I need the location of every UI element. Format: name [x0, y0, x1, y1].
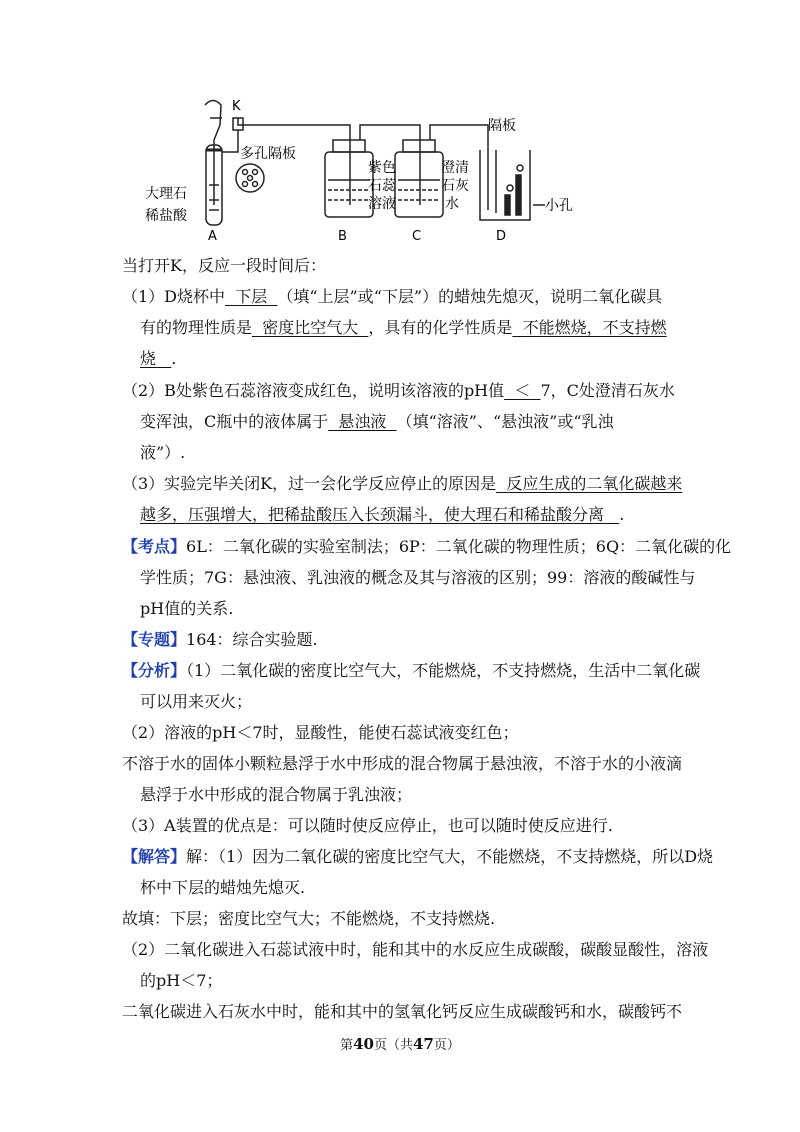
q2-answer-ph: ＜ [514, 381, 531, 400]
litmus-label-2: 石蕊 [368, 178, 396, 194]
limewater-label-2: 石灰 [441, 178, 469, 194]
apparatus-figure [0, 0, 800, 250]
fenxi-line-6: （3）A装置的优点是：可以随时使反应停止，也可以随时使反应进行. [122, 816, 613, 835]
jieda-tag: 【解答】 [122, 847, 187, 866]
q2-line-2: 变浑浊，C瓶中的液体属于 悬浊液 （填“溶液”、“悬浊液”或“乳浊 [140, 412, 614, 431]
jieda-line-2: 杯中下层的蜡烛先熄灭. [140, 878, 306, 897]
q1-line-2: 有的物理性质是 密度比空气大 ，具有的化学性质是 不能燃烧，不支持燃 [140, 318, 667, 337]
q3-answer: 反应生成的二氧化碳越来 [506, 474, 683, 493]
small-hole-label: 小孔 [545, 198, 573, 214]
kaodian-tag: 【考点】 [122, 537, 187, 556]
apparatus-label-b: B [338, 229, 347, 244]
q1-line-3: 烧 . [140, 349, 177, 368]
partition-label: 隔板 [488, 118, 516, 134]
zhuanti-line: 【专题】164：综合实验题. [122, 630, 318, 649]
q1-prefix: （1）D烧杯中 [122, 287, 226, 306]
marble-label: 大理石 [145, 186, 187, 202]
q1-answer-physical: 密度比空气大 [262, 318, 359, 337]
q1-suffix: （填“上层”或“下层”）的蜡烛先熄灭，说明二氧化碳具 [277, 287, 663, 306]
acid-label: 稀盐酸 [145, 208, 187, 224]
litmus-label-3: 溶液 [368, 196, 396, 212]
jieda-line-4: （2）二氧化碳进入石蕊试液中时，能和其中的水反应生成碳酸，碳酸显酸性，溶液 [122, 940, 709, 959]
q3-line-2: 越多，压强增大，把稀盐酸压入长颈漏斗，使大理石和稀盐酸分离 . [140, 505, 625, 524]
apparatus-label-c: C [412, 229, 422, 244]
jieda-line-3: 故填：下层；密度比空气大；不能燃烧，不支持燃烧. [122, 909, 496, 928]
limewater-label-1: 澄清 [441, 160, 469, 176]
jieda-line-1: 【解答】解：（1）因为二氧化碳的密度比空气大，不能燃烧，不支持燃烧，所以D烧 [122, 847, 714, 866]
zhuanti-tag: 【专题】 [122, 630, 187, 649]
q2-line-3: 液”）. [140, 443, 186, 462]
k-label: K [232, 99, 241, 114]
fenxi-line-2: 可以用来灭火； [140, 692, 253, 711]
kaodian-line-1: 【考点】6L：二氧化碳的实验室制法；6P：二氧化碳的物理性质；6Q：二氧化碳的化 [122, 537, 732, 556]
limewater-label-3: 水 [445, 196, 459, 212]
q1-answer-chemical: 不能燃烧，不支持燃 [522, 318, 667, 337]
q1-answer-layer: 下层 [235, 287, 268, 306]
q1-line-1 [122, 286, 662, 308]
page-footer: 第40页（共47页） [340, 1035, 460, 1053]
fenxi-line-5: 悬浮于水中形成的混合物属于乳浊液； [140, 785, 413, 804]
fenxi-line-1: 【分析】（1）二氧化碳的密度比空气大，不能燃烧，不支持燃烧，生活中二氧化碳 [122, 661, 701, 680]
kaodian-line-3: pH值的关系. [140, 599, 234, 618]
page-number: 40 [353, 1035, 374, 1053]
fenxi-line-4: 不溶于水的固体小颗粒悬浮于水中形成的混合物属于悬浊液，不溶于水的小液滴 [122, 754, 683, 773]
jieda-line-5: 的pH＜7； [140, 971, 223, 990]
kaodian-line-2: 学性质；7G：悬浊液、乳浊液的概念及其与溶液的区别；99：溶液的酸碱性与 [140, 568, 696, 587]
fenxi-line-3: （2）溶液的pH＜7时，显酸性，能使石蕊试液变红色； [122, 723, 519, 742]
q3-line-1: （3）实验完毕关闭K，过一会化学反应停止的原因是 反应生成的二氧化碳越来 [122, 474, 683, 493]
porous-plate-label: 多孔隔板 [240, 146, 296, 162]
intro-line: 当打开K，反应一段时间后： [122, 256, 326, 275]
page-total: 47 [413, 1035, 434, 1053]
litmus-label-1: 紫色 [368, 160, 396, 176]
jieda-line-6: 二氧化碳进入石灰水中时，能和其中的氢氧化钙反应生成碳酸钙和水，碳酸钙不 [122, 1002, 683, 1021]
apparatus-label-d: D [496, 229, 507, 244]
fenxi-tag: 【分析】 [122, 661, 187, 680]
apparatus-label-a: A [208, 229, 217, 244]
q2-line-1: （2）B处紫色石蕊溶液变成红色，说明该溶液的pH值 ＜ 7，C处澄清石灰水 [122, 381, 675, 400]
q2-answer-suspension: 悬浊液 [338, 412, 387, 431]
